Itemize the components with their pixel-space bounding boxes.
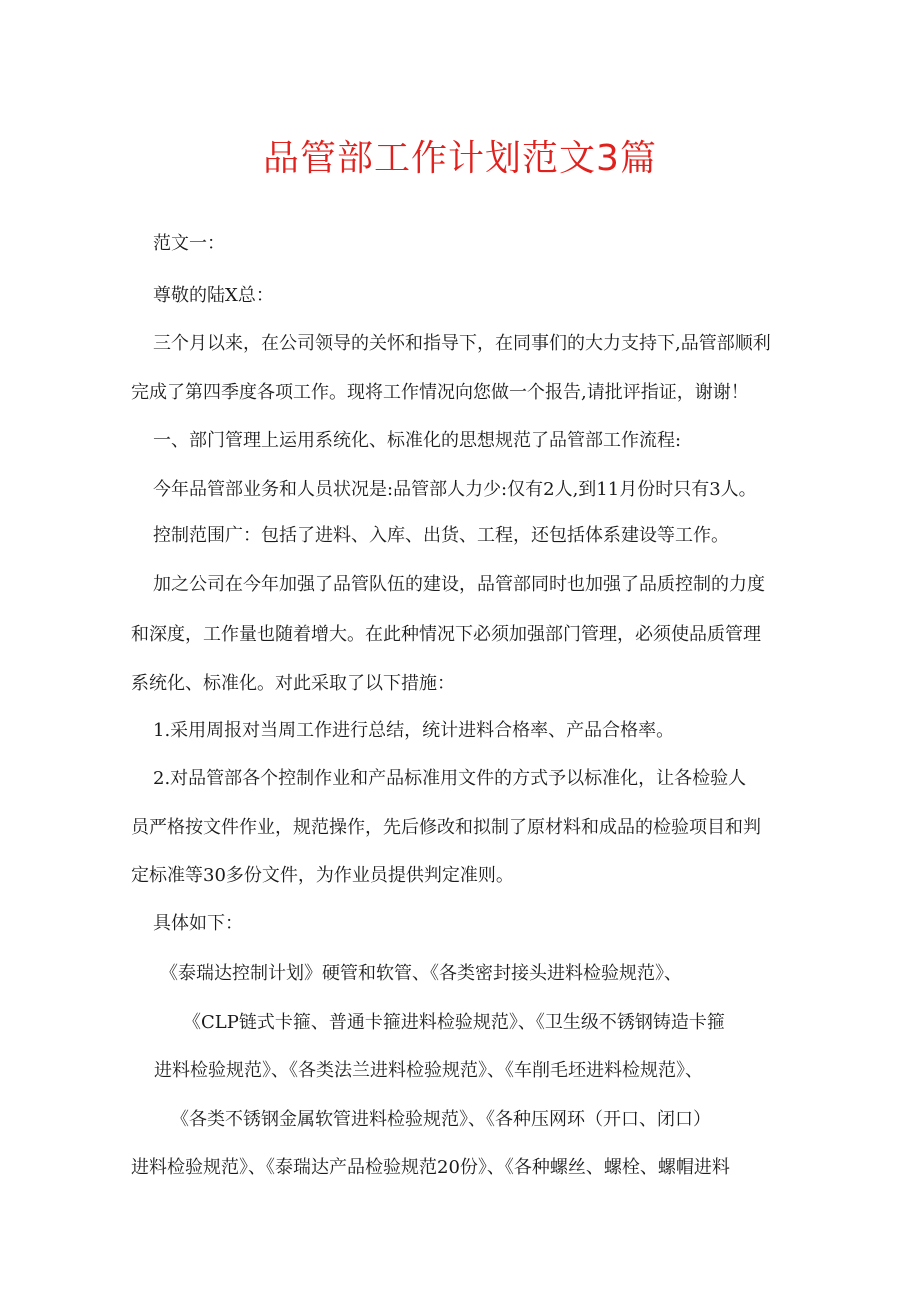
paragraph-line: 1.采用周报对当周工作进行总结，统计进料合格率、产品合格率。	[153, 720, 675, 741]
paragraph-line: 定标准等30多份文件，为作业员提供判定准则。	[131, 865, 514, 886]
paragraph-line: 《泰瑞达控制计划》硬管和软管、《各类密封接头进料检验规范》、	[160, 963, 682, 984]
paragraph-line: 和深度，工作量也随着增大。在此种情况下必须加强部门管理，必须使品质管理	[131, 624, 761, 645]
paragraph-line: 《CLP链式卡箍、普通卡箍进料检验规范》、《卫生级不锈钢铸造卡箍	[183, 1012, 725, 1033]
paragraph-line: 进料检验规范》、《各类法兰进料检验规范》、《车削毛坯进料检规范》、	[154, 1060, 703, 1081]
paragraph-line: 加之公司在今年加强了品管队伍的建设，品管部同时也加强了品质控制的力度	[153, 574, 765, 595]
paragraph-line: 完成了第四季度各项工作。现将工作情况向您做一个报告,请批评指证，谢谢！	[131, 382, 749, 403]
document-title: 品管部工作计划范文3篇	[263, 138, 657, 179]
paragraph-line: 《各类不锈钢金属软管进料检验规范》、《各种压网环（开口、闭口）	[171, 1109, 711, 1130]
paragraph-line: 范文一：	[153, 233, 225, 254]
paragraph-line: 员严格按文件作业，规范操作，先后修改和拟制了原材料和成品的检验项目和判	[131, 817, 761, 838]
paragraph-line: 2.对品管部各个控制作业和产品标准用文件的方式予以标准化，让各检验人	[153, 768, 747, 789]
paragraph-line: 进料检验规范》、《泰瑞达产品检验规范20份》、《各种螺丝、螺栓、螺帽进料	[131, 1157, 730, 1178]
paragraph-line: 具体如下：	[153, 913, 243, 934]
paragraph-line: 一、部门管理上运用系统化、标准化的思想规范了品管部工作流程:	[153, 430, 682, 451]
paragraph-line: 今年品管部业务和人员状况是:品管部人力少:仅有2人,到11月份时只有3人。	[153, 479, 757, 500]
paragraph-line: 三个月以来，在公司领导的关怀和指导下，在同事们的大力支持下,品管部顺利	[153, 333, 771, 354]
paragraph-line: 控制范围广：包括了进料、入库、出货、工程，还包括体系建设等工作。	[153, 525, 729, 546]
paragraph-line: 系统化、标准化。对此采取了以下措施：	[131, 673, 455, 694]
paragraph-line: 尊敬的陆X总：	[153, 285, 274, 306]
